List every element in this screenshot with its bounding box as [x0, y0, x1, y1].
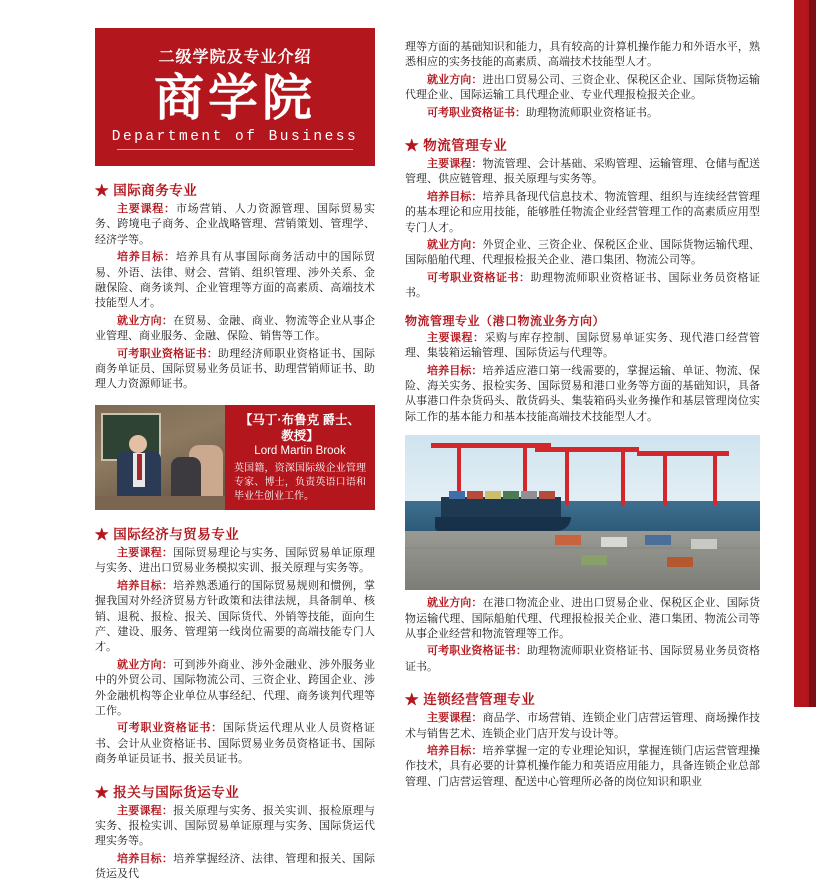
professor-classroom-photo — [95, 405, 225, 510]
hero-divider — [117, 149, 353, 150]
paragraph-text: 培养熟悉通行的国际贸易规则和惯例，掌握我国对外经济贸易方针政策和法律法规，具备制单、核销、退税、报检、报关、国际货代、外销等技能，面向生产、建设、服务、管理第一线岗位需要的高端技能专门人才。 — [95, 579, 376, 654]
paragraph — [95, 579, 375, 656]
paragraph-text: 物流管理、会计基础、采购管理、运输管理、仓储与配送管理、供应链管理、报关原理与实务等。 — [405, 158, 761, 186]
paragraph — [405, 238, 760, 269]
paragraph-text: 报关原理与实务、报关实训、报检原理与实务、报检实训、国际贸易单证原理与实务、国际货运代理实务等。 — [95, 804, 376, 848]
photo-container — [521, 491, 537, 499]
paragraph-text: 培养具备现代信息技术、物流管理、组织与连续经营管理的基本理论和应用技能，能够胜任物流企业经营管理工作的高素质应用型专门人才。 — [405, 190, 761, 234]
paragraph — [95, 721, 375, 767]
section-heading-international-business: ★ 国际商务专业 — [95, 183, 198, 198]
photo-container — [449, 491, 465, 499]
section-heading-chain-operation-management: ★ 连锁经营管理专业 — [405, 692, 536, 708]
paragraph-text: 市场营销、人力资源管理、国际贸易实务、跨境电子商务、企业战略管理、营销策划、管理学、经济学等。 — [95, 203, 376, 246]
hero-banner — [95, 28, 375, 166]
photo-professor-head — [129, 435, 147, 453]
paragraph-text: 在贸易、金融、商业、物流等企业从事企业管理、商业服务、金融、保险、销售等工作。 — [95, 314, 376, 343]
paragraph-label: 主要课程： — [117, 804, 174, 817]
paragraph-label: 培养目标： — [117, 852, 174, 865]
paragraph-label: 主要课程： — [427, 331, 485, 344]
photo-truck — [555, 535, 581, 545]
professor-name-en: Lord Martin Brook — [254, 444, 346, 457]
professor-description: 英国籍，资深国际级企业管理专家、博士，负责英语口语和毕业生创业工作。 — [234, 462, 366, 502]
photo-ship-hull — [435, 517, 571, 531]
section-heading-international-economics-trade: ★ 国际经济与贸易专业 — [95, 526, 240, 542]
paragraph-text: 商品学、市场营销、连锁企业门店营运管理、商场操作技术与销售艺术、连锁企业门店开发与设计等。 — [405, 712, 761, 740]
paragraph — [405, 73, 760, 104]
paragraph — [405, 271, 760, 302]
photo-truck — [601, 537, 627, 547]
paragraph-label: 可考职业资格证书： — [117, 722, 223, 735]
photo-truck — [691, 539, 717, 549]
photo-desk — [95, 496, 225, 510]
paragraph — [95, 804, 375, 850]
port-container-terminal-photo — [405, 435, 760, 590]
paragraph-label: 就业方向： — [117, 314, 174, 327]
page-edge-decoration — [794, 0, 816, 707]
section-heading-customs-declaration: ★ 报关与国际货运专业 — [95, 784, 240, 800]
page-edge-inner-stripe — [809, 0, 816, 707]
photo-crane-boom-1 — [431, 443, 551, 448]
paragraph — [405, 331, 760, 362]
paragraph-label: 主要课程： — [117, 546, 174, 559]
paragraph — [95, 658, 375, 720]
paragraph-label: 就业方向： — [427, 73, 483, 86]
paragraph-label: 培养目标： — [117, 251, 176, 264]
photo-truck — [667, 557, 693, 567]
paragraph-label: 可考职业资格证书： — [427, 645, 527, 658]
paragraph-label: 培养目标： — [427, 364, 483, 377]
paragraph — [95, 546, 375, 577]
paragraph — [95, 250, 375, 312]
section-heading-port-logistics-direction: 物流管理专业（港口物流业务方向） — [405, 313, 606, 328]
paragraph-text: 培养掌握经济、法律、管理和报关、国际货运及代 — [95, 852, 376, 881]
paragraph-text: 助理经济师职业资格证书、国际商务单证员、国际贸易业务员证书、助理营销师证书、助理人力资源师证书。 — [95, 347, 376, 391]
section-heading-logistics-management: ★ 物流管理专业 — [405, 138, 508, 154]
paragraph-text: 在港口物流企业、进出口贸易企业、保税区企业、国际货物运输代理、国际船舶代理、代理报检报关企业、港口集团、物流公司等从事企业经营和物流管理等工作。 — [405, 597, 761, 640]
paragraph — [95, 202, 375, 248]
paragraph-label: 主要课程： — [427, 712, 483, 725]
paragraph — [405, 644, 760, 675]
paragraph — [95, 347, 375, 393]
photo-road-line — [405, 565, 760, 567]
paragraph-text: 培养适应港口第一线需要的，掌握运输、单证、物流、保险、海关实务、报检实务、国际贸易和港口业务等方面的基础知识，具备从事港口件杂货码头、散货码头、集装箱码头业务操作和基层管理岗位实际工作的基本能力和基本技能高端技术技能型人才。 — [405, 364, 761, 423]
photo-professor-tie — [137, 454, 142, 480]
paragraph — [405, 596, 760, 642]
paragraph — [405, 106, 760, 121]
paragraph-label: 主要课程： — [117, 203, 176, 215]
paragraph-text: 培养掌握一定的专业理论知识，掌握连锁门店运营管理操作技术，具有必要的计算机操作能力和英语应用能力，具备连锁企业总部管理、门店营运管理、配送中心管理所必备的岗位知识和职业 — [405, 744, 761, 788]
paragraph-text: 国际贸易理论与实务、国际贸易单证原理与实务、进出口贸易业务模拟实训、报关原理与实务等。 — [95, 546, 376, 575]
paragraph-text: 助理物流师职业资格证书、国际贸易业务员资格证书。 — [405, 645, 761, 673]
paragraph — [95, 852, 375, 883]
paragraph-label: 培养目标： — [427, 744, 483, 757]
professor-name-cn: 【马丁·布鲁克 爵士、教授】 — [239, 412, 361, 443]
paragraph — [405, 364, 760, 426]
paragraph — [405, 157, 760, 188]
photo-crane-mast-6 — [713, 451, 717, 505]
paragraph-text: 进出口贸易公司、三资企业、保税区企业、国际货物运输代理企业、国际运输工具代理企业、专业代理报检报关企业。 — [405, 73, 761, 102]
paragraph-text: 助理物流师职业资格证书、国际业务员资格证书。 — [405, 271, 760, 300]
paragraph-label: 可考职业资格证书： — [427, 271, 531, 284]
photo-truck — [645, 535, 671, 545]
paragraph-label: 培养目标： — [427, 190, 483, 203]
paragraph-label: 就业方向： — [427, 239, 483, 252]
photo-crane-mast-4 — [621, 447, 625, 505]
professor-info-card — [225, 405, 375, 510]
hero-title: 商学院 — [154, 70, 316, 126]
paragraph — [405, 190, 760, 236]
left-column — [95, 28, 376, 881]
paragraph-text: 外贸企业、三资企业、保税区企业、国际货物运输代理、国际船舶代理、代理报检报关企业、港口集团、物流公司等。 — [405, 239, 761, 267]
paragraph-label: 就业方向： — [427, 597, 483, 610]
photo-truck — [581, 555, 607, 565]
professor-profile-block — [95, 405, 375, 510]
paragraph-text: 采购与库存控制、国际贸易单证实务、现代港口经营管理、集装箱运输管理、国际货运与代理等。 — [405, 331, 760, 360]
paragraph-label: 就业方向： — [117, 658, 174, 671]
paragraph-text: 培养具有从事国际商务活动中的国际贸易、外语、法律、财会、营销、组织管理、涉外关系、金融保险、商务谈判、企业管理等方面的高素质、高端技术技能型人才。 — [95, 251, 376, 310]
paragraph — [95, 314, 375, 345]
hero-english-title: Department of Business — [111, 129, 359, 145]
photo-crane-mast-3 — [565, 447, 569, 505]
hero-subtitle: 二级学院及专业介绍 — [158, 49, 312, 66]
paragraph-label: 培养目标： — [117, 579, 174, 592]
photo-crane-mast-5 — [663, 451, 667, 505]
photo-container — [539, 491, 555, 499]
paragraph — [405, 744, 760, 790]
paragraph-label: 可考职业资格证书： — [117, 347, 219, 360]
paragraph-text: 可到涉外商业、涉外金融业、涉外服务业中的外贸公司、国际物流公司、三资企业、跨国企业、涉外金融机构等企业单位从事经纪、代理、商务谈判代理等工作。 — [95, 658, 376, 717]
right-column — [405, 40, 761, 788]
paragraph-text: 国际货运代理从业人员资格证书、会计从业资格证书、国际贸易业务员资格证书、国际商务单证员证书、报关员证书。 — [95, 722, 376, 766]
paragraph-label: 主要课程： — [427, 158, 483, 171]
continued-paragraph: 理等方面的基础知识和能力，具有较高的计算机操作能力和外语水平，熟悉相应的实务技能的高素质、高端技术技能型人才。 — [405, 41, 760, 69]
photo-container — [503, 491, 519, 499]
photo-container — [485, 491, 501, 499]
photo-container — [467, 491, 483, 499]
paragraph-label: 可考职业资格证书： — [427, 106, 526, 119]
paragraph — [405, 711, 760, 742]
paragraph-text: 助理物流师职业资格证书。 — [526, 106, 658, 119]
